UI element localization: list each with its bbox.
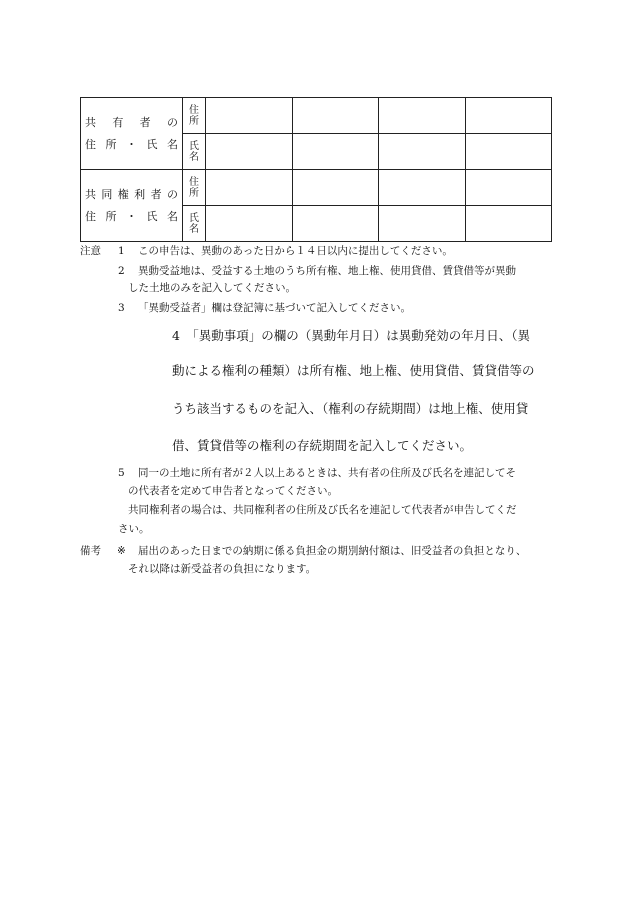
note-5-line-4: さい。 — [118, 523, 150, 535]
joint-right-holder-name-label: 氏名 — [183, 206, 206, 242]
table-row — [81, 98, 552, 134]
note-5-line-2: の代表者を定めて申告者となってください。 — [128, 485, 338, 497]
joint-right-holder-label — [81, 170, 183, 242]
joint-right-holder-name-cell-1[interactable] — [206, 206, 293, 242]
note-5-line-1: 同一の土地に所有者が２人以上あるときは、共有者の住所及び氏名を連記してそ — [138, 467, 516, 479]
co-owner-address-cell-4[interactable] — [466, 98, 552, 134]
note-5-line-3: 共同権利者の場合は、共同権利者の住所及び氏名を連記して代表者が申告してくだ — [128, 504, 517, 516]
joint-right-holder-address-label: 住所 — [183, 170, 206, 206]
joint-right-holder-name-cell-2[interactable] — [293, 206, 379, 242]
note-4-line-4: 借、賃貸借等の権利の存続期間を記入してください。 — [172, 438, 473, 453]
note-4-line-3: うち該当するものを記入、（権利の存続期間）は地上権、使用貸 — [172, 401, 529, 416]
co-owner-name-cell-1[interactable] — [206, 134, 293, 170]
co-owner-name-cell-2[interactable] — [293, 134, 379, 170]
co-owner-address-cell-3[interactable] — [379, 98, 466, 134]
note-4-line-2: 動による権利の種類）は所有権、地上権、使用貸借、賃貸借等の — [172, 363, 535, 378]
co-owner-name-cell-4[interactable] — [466, 134, 552, 170]
joint-right-holder-address-cell-4[interactable] — [466, 170, 552, 206]
joint-right-holder-name-cell-3[interactable] — [379, 206, 466, 242]
note-4-line-1: 4 「異動事項」の欄の（異動年月日）は異動発効の年月日、（異 — [172, 328, 530, 343]
joint-right-holder-address-cell-2[interactable] — [293, 170, 379, 206]
note-1-number: 1 — [118, 245, 125, 257]
remarks-header: 備考 — [80, 545, 101, 557]
note-1-text: この申告は、異動のあった日から１４日以内に提出してください。 — [138, 245, 453, 257]
table-row — [81, 170, 552, 206]
note-2-line-1: 異動受益地は、受益する土地のうち所有権、地上権、使用貸借、賃貸借等が異動 — [138, 265, 516, 277]
remarks-line-1: 届出のあった日までの納期に係る負担金の期別納付額は、旧受益者の負担となり、 — [138, 545, 527, 557]
joint-right-holder-label-line2: 住 所 ・ 氏 名 — [85, 209, 178, 223]
note-3-number: 3 — [118, 302, 125, 314]
joint-right-holder-name-cell-4[interactable] — [466, 206, 552, 242]
co-owner-address-label: 住所 — [183, 98, 206, 134]
note-3-text: 「異動受益者」欄は登記簿に基づいて記入してください。 — [138, 302, 411, 314]
notes-header: 注意 — [80, 245, 101, 257]
remarks-mark: ※ — [117, 545, 126, 557]
co-owner-label — [81, 98, 183, 170]
co-owner-table — [80, 97, 552, 242]
joint-right-holder-address-cell-3[interactable] — [379, 170, 466, 206]
co-owner-label-line2: 住 所 ・ 氏 名 — [85, 137, 178, 151]
co-owner-address-cell-2[interactable] — [293, 98, 379, 134]
co-owner-name-label: 氏名 — [183, 134, 206, 170]
remarks-line-2: それ以降は新受益者の負担になります。 — [128, 563, 317, 575]
note-2-number: 2 — [118, 265, 125, 277]
note-2-line-2: した土地のみを記入してください。 — [128, 282, 296, 294]
co-owner-name-cell-3[interactable] — [379, 134, 466, 170]
co-owner-address-cell-1[interactable] — [206, 98, 293, 134]
joint-right-holder-label-line1: 共 同 権 利 者 の — [85, 187, 178, 201]
note-5-number: 5 — [118, 467, 125, 479]
co-owner-label-line1: 共 有 者 の — [85, 115, 178, 129]
joint-right-holder-address-cell-1[interactable] — [206, 170, 293, 206]
